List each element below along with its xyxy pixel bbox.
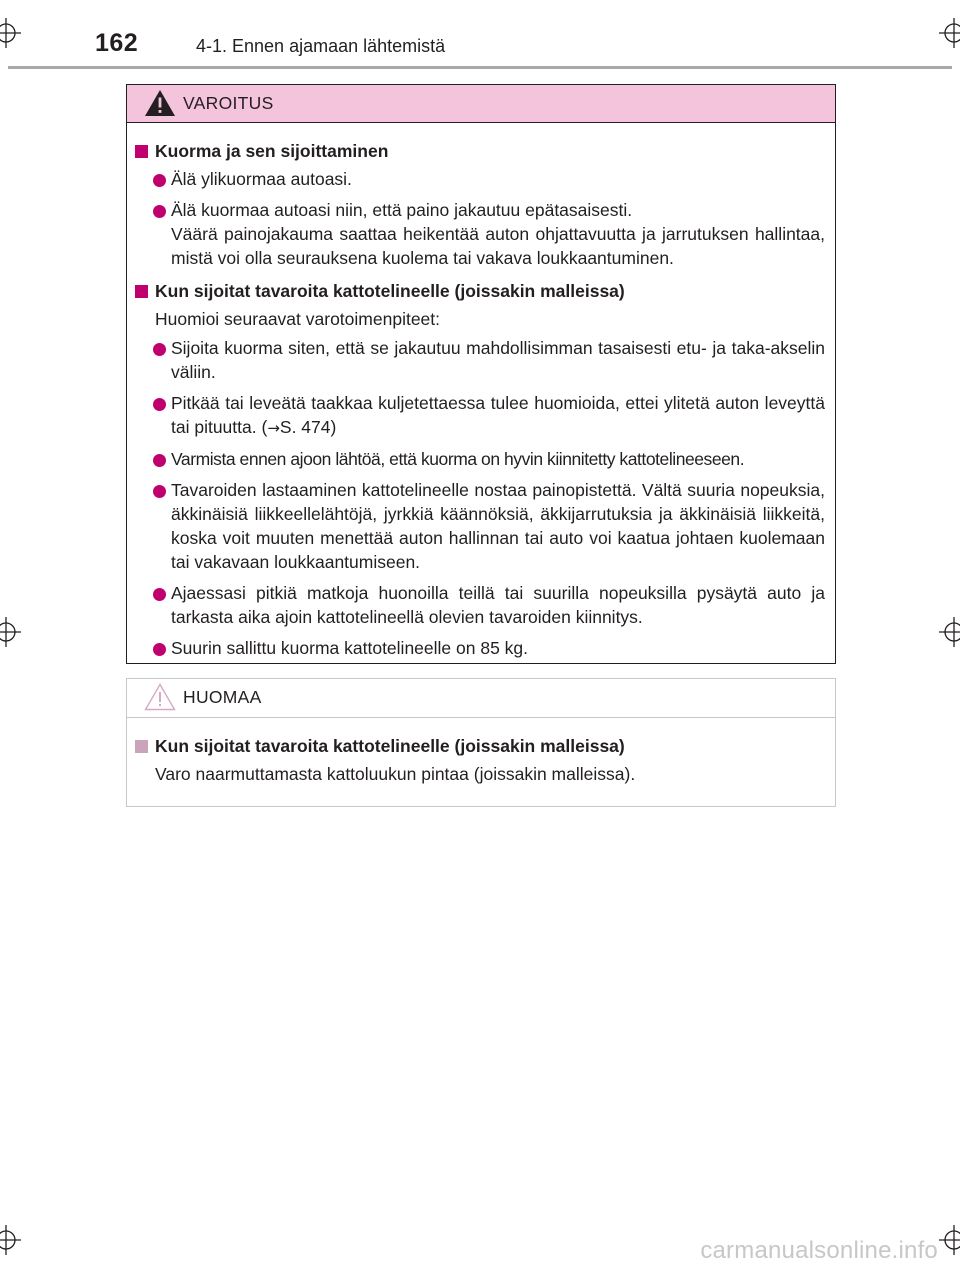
registration-mark-icon (0, 617, 21, 647)
section-heading: Kun sijoitat tavaroita kattotelineelle (joissakin malleissa) (133, 279, 825, 303)
section-heading: Kun sijoitat tavaroita kattotelineelle (joissakin malleissa) (133, 734, 825, 758)
notice-label: HUOMAA (183, 687, 262, 707)
header-rule (8, 66, 952, 69)
notice-box (126, 678, 836, 807)
page-number: 162 (95, 29, 139, 57)
list-item: Suurin sallittu kuorma kattotelineelle on 85 kg. (133, 636, 825, 660)
notice-text: Varo naarmuttamasta kattoluukun pintaa (joissakin malleissa). (155, 764, 636, 784)
circle-bullet-icon (153, 454, 166, 467)
circle-bullet-icon (153, 588, 166, 601)
intro-text: Huomioi seuraavat varotoimenpiteet: (155, 309, 441, 329)
circle-bullet-icon (153, 205, 166, 218)
registration-mark-icon (939, 1225, 960, 1255)
circle-bullet-icon (153, 174, 166, 187)
watermark: carmanualsonline.info (700, 1237, 938, 1264)
section-title: 4-1. Ennen ajamaan lähtemistä (196, 36, 446, 56)
arrow-right-icon: → (267, 419, 280, 437)
square-bullet-icon (135, 740, 148, 753)
notice-content (127, 718, 835, 786)
warning-header (127, 85, 835, 123)
list-item: Ajaessasi pitkiä matkoja huonoilla teillä tai suurilla nopeuksilla pysäytä auto ja tarkasta aika ajoin kattotelineellä olevien tavaroiden kiinnitys. (133, 581, 825, 629)
circle-bullet-icon (153, 343, 166, 356)
page-reference-link[interactable]: S. 474) (279, 417, 337, 437)
registration-mark-icon (939, 18, 960, 48)
list-item: Älä ylikuormaa autoasi. (133, 167, 825, 191)
circle-bullet-icon (153, 485, 166, 498)
section-heading: Kuorma ja sen sijoittaminen (133, 139, 825, 163)
registration-mark-icon (939, 617, 960, 647)
warning-box (126, 84, 836, 664)
list-item: Älä kuormaa autoasi niin, että paino jakautuu epätasaisesti. Väärä painojakauma saattaa heikentää auton ohjattavuutta ja jarrutuksen hallintaa, mistä voi olla seurauksena kuolema tai vakava loukkaantuminen. (133, 198, 825, 270)
square-bullet-icon (135, 285, 148, 298)
caution-triangle-outline-icon (144, 683, 176, 716)
registration-mark-icon (0, 1225, 21, 1255)
square-bullet-icon (135, 145, 148, 158)
circle-bullet-icon (153, 643, 166, 656)
warning-triangle-icon (144, 89, 176, 122)
registration-mark-icon (0, 18, 21, 48)
circle-bullet-icon (153, 398, 166, 411)
warning-label: VAROITUS (183, 93, 274, 113)
list-item: Tavaroiden lastaaminen kattotelineelle nostaa painopistettä. Vältä suuria nopeuksia, äkkinäisiä liikkeellelähtöjä, jyrkkiä käännöksiä, äkkijarrutuksia ja äkkinäisiä liikkeitä, koska voit muuten menettää auton hallinnan tai auto voi kaatua johtaen kuolemaan tai vakavaan loukkaantumiseen. (133, 478, 825, 574)
list-item: Varmista ennen ajoon lähtöä, että kuorma on hyvin kiinnitetty kattotelineeseen. (133, 447, 825, 471)
list-item: Sijoita kuorma siten, että se jakautuu mahdollisimman tasaisesti etu- ja taka-akselin väliin. (133, 336, 825, 384)
warning-content (127, 123, 835, 660)
list-item: Pitkää tai leveätä taakkaa kuljetettaessa tulee huomioida, ettei ylitetä auton leveyttä tai pituutta. (→S. 474) (133, 391, 825, 440)
notice-header (127, 679, 835, 718)
